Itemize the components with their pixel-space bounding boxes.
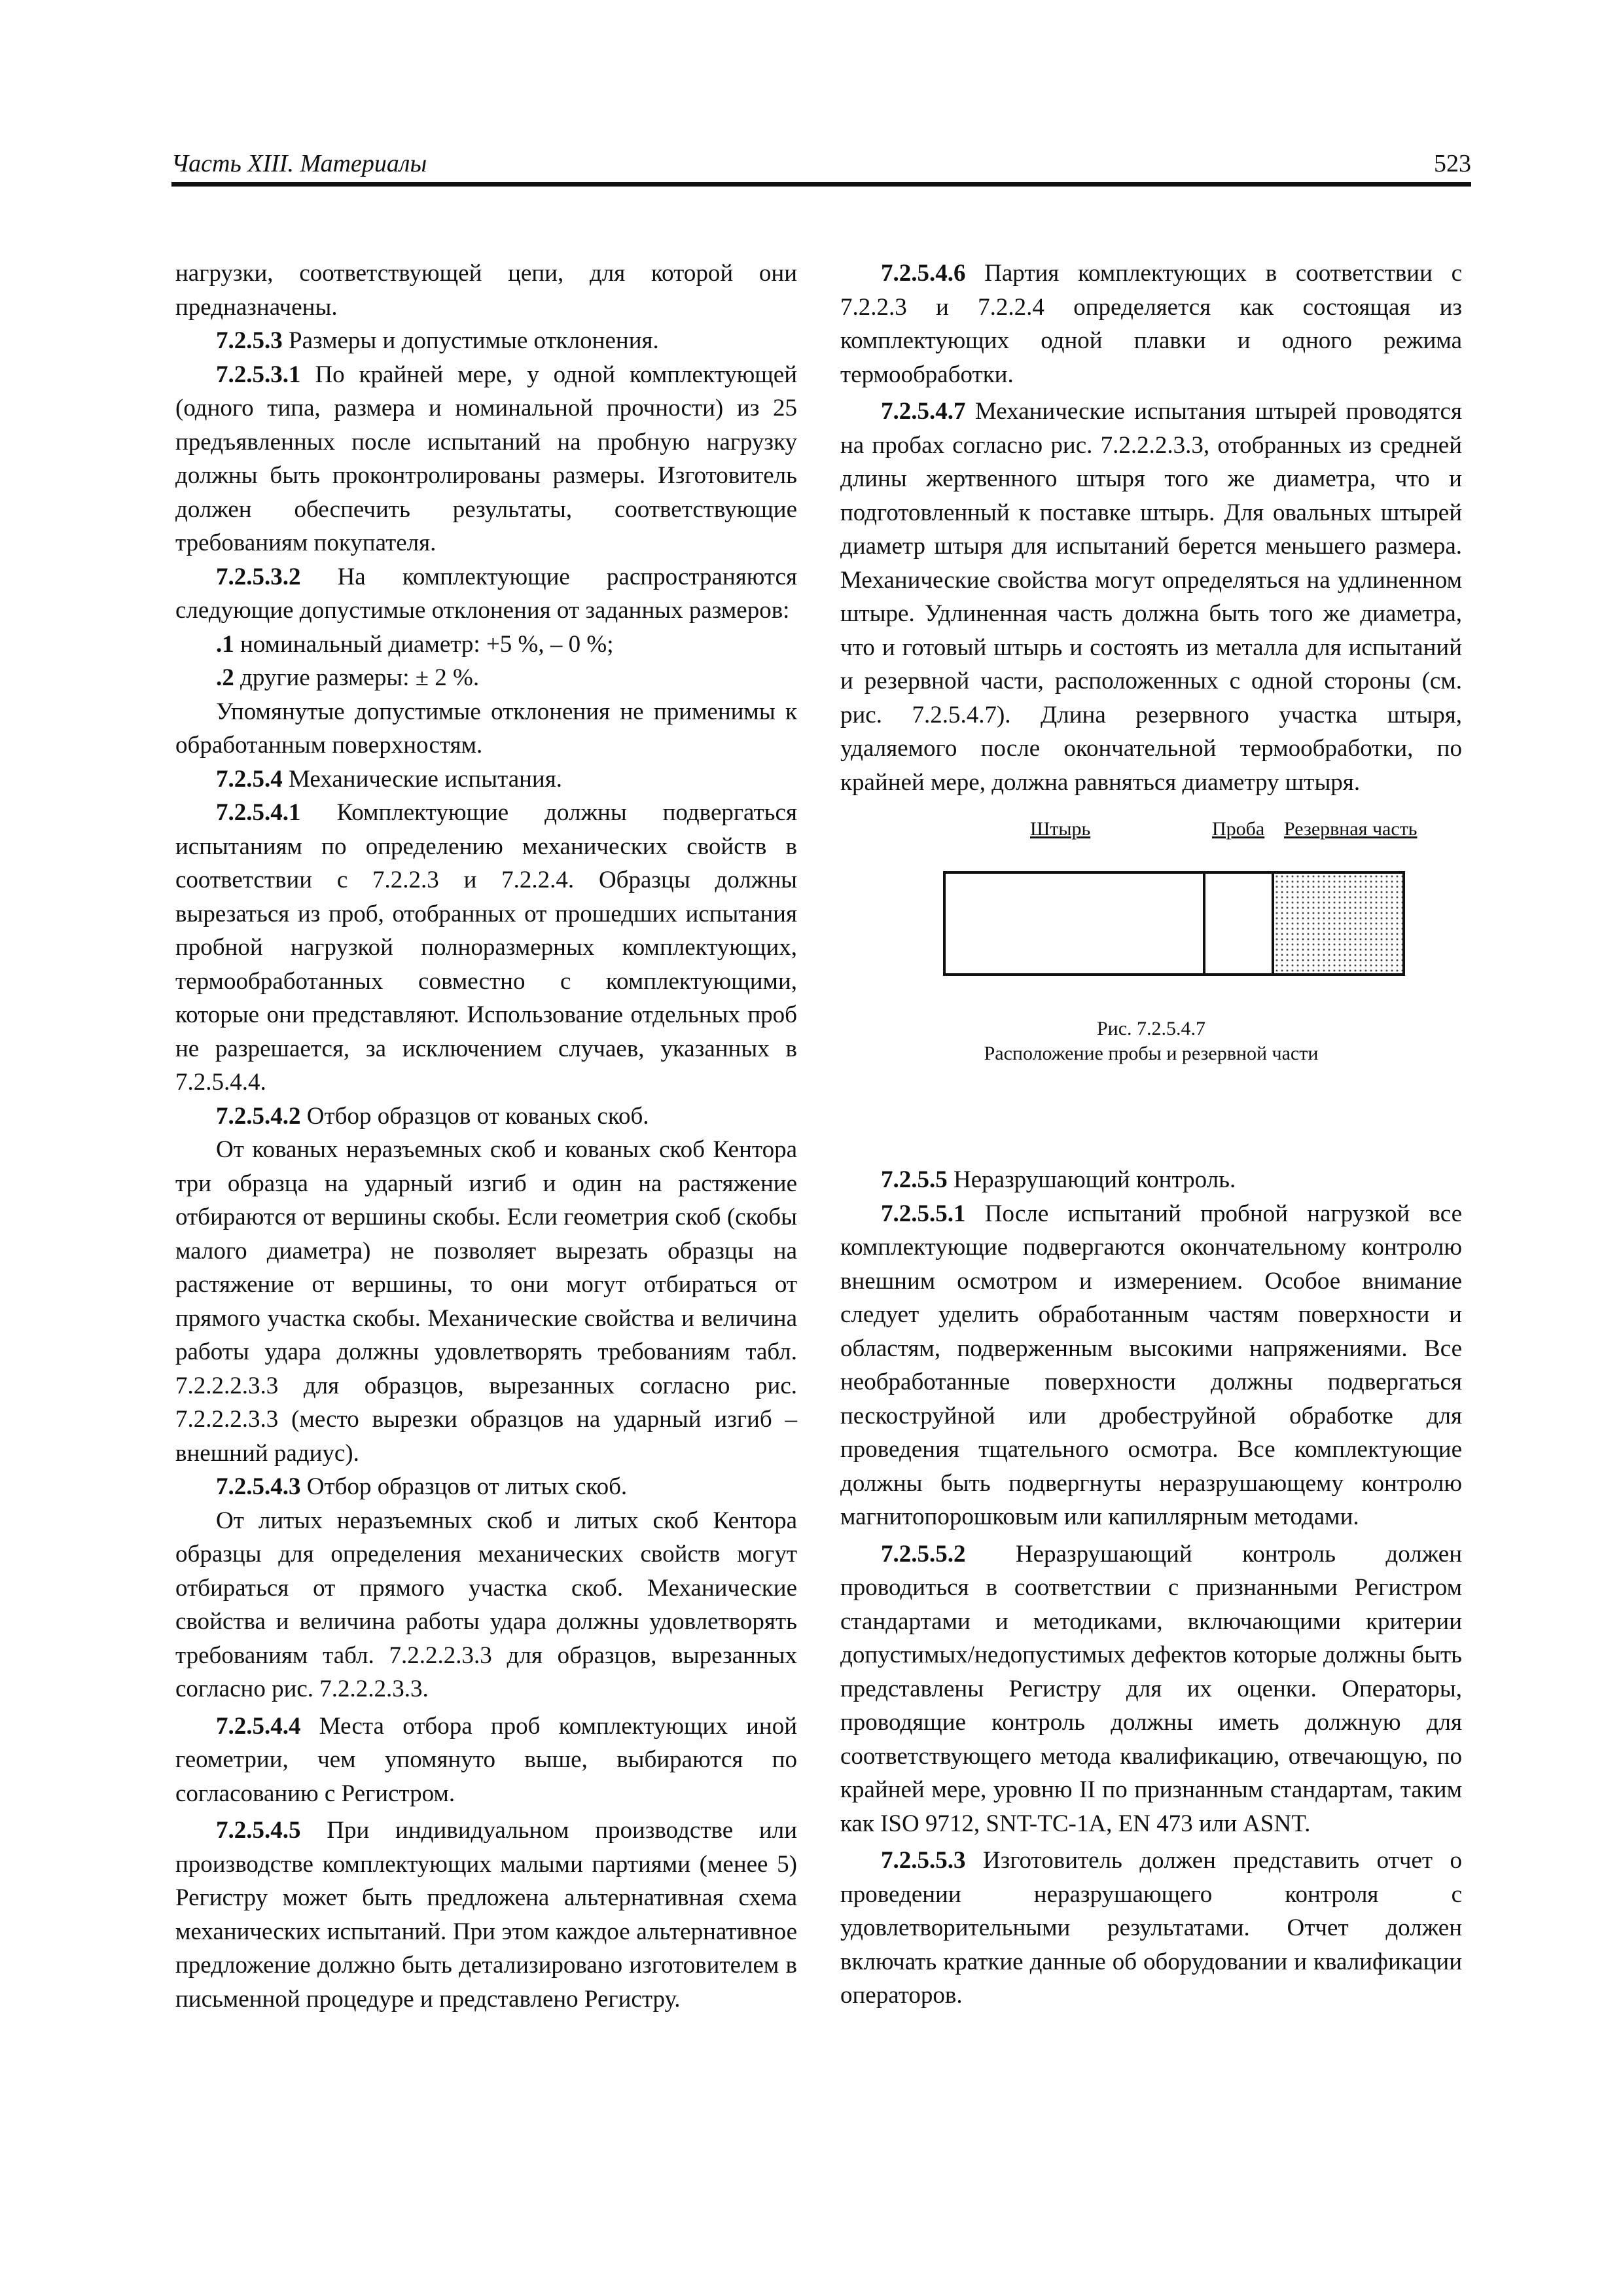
section-heading: 7.2.5.4.2 Отбор образцов от кованых скоб. [216,1102,649,1130]
paragraph: 7.2.5.5.1 После испытаний пробной нагрузкой все комплектующие подвергаются окончательному контролю внешним осмотром и измерением. Особое внимание следует уделить обработанным частям поверхности и областям, подверженным высокими напряжениями. Все необработанные поверхности должны подвергаться пескоструйной или дробеструйной обработке для проведения тщательного осмотра. Все комплектующие должны быть подвергнуты неразрушающему контролю магнитопорошковым или капиллярным методами. [840,1200,1462,1530]
section-heading: 7.2.5.4 Механические испытания. [216,765,563,793]
paragraph: нагрузки, соответствующей цепи, для которой они предназначены. [175,260,797,321]
paragraph: 7.2.5.4.1 Комплектующие должны подвергаться испытаниям по определению механических свойств в соответствии с 7.2.2.3 и 7.2.2.4. Образцы должны вырезаться из проб, отобранных от прошедших испытания пробной нагрузкой полноразмерных комплектующих, термообработанных совместно с комплектующими, которые они представляют. Использование отдельных проб не разрешается, за исключением случаев, указанных в 7.2.5.4.4. [175,799,797,1096]
list-item: .1 номинальный диаметр: +5 %, – 0 %; [216,630,614,658]
paragraph: 7.2.5.4.4 Места отбора проб комплектующих иной геометрии, чем упомянуто выше, выбираются по согласованию с Регистром. [175,1712,797,1807]
paragraph: 7.2.5.5.2 Неразрушающий контроль должен проводиться в соответствии с признанными Регистром стандартами и методиками, включающими критерии допустимых/недопустимых дефектов которые должны быть представлены Регистру для их оценки. Операторы, проводящие контроль должны иметь должную для соответствующего метода квалификацию, отвечающую, по крайней мере, уровню II по признанным стандартам, таким как ISO 9712, SNT-TC-1A, EN 473 или ASNT. [840,1540,1462,1837]
paragraph: 7.2.5.4.5 При индивидуальном производстве или производстве комплектующих малыми партиями (менее 5) Регистру может быть предложена альтернативная схема механических испытаний. При этом каждое альтернативное предложение должно быть детализировано изготовителем в письменной процедуре и представлено Регистру. [175,1817,797,2013]
left-column [175,257,797,2016]
list-item: .2 другие размеры: ± 2 %. [216,664,480,691]
figure-label-reserve: Резервная часть [1284,818,1418,840]
paragraph: 7.2.5.4.6 Партия комплектующих в соответствии с 7.2.2.3 и 7.2.2.4 определяется как состоящая из комплектующих одной плавки и одного режима термообработки. [840,260,1462,388]
figure-reserve-hatching [1274,874,1402,973]
paragraph: Упомянутые допустимые отклонения не применимы к обработанным поверхностям. [175,698,797,759]
figure-label-rod: Штырь [1030,818,1091,840]
page-number: 523 [1434,150,1471,177]
section-heading: 7.2.5.3 Размеры и допустимые отклонения. [216,327,659,354]
paragraph: 7.2.5.4.7 Механические испытания штырей проводятся на пробах согласно рис. 7.2.2.2.3.3, отобранных из средней длины жертвенного штыря того же диаметра, что и подготовленный к поставке штырь. Для овальных штырей диаметр штыря для испытаний берется меньшего размера. Механические свойства могут определяться на удлиненном штыре. Удлиненная часть должна быть того же диаметра, что и готовый штырь и состоять из металла для испытаний и резервной части, расположенных с одной стороны (см. рис. 7.2.5.4.7). Длина резервного участка штыря, удаляемого после окончательной термообработки, по крайней мере, должна равняться диаметру штыря. [840,398,1462,796]
figure-sample-boundary [1203,874,1205,973]
figure-label-sample: Проба [1212,818,1265,840]
paragraph: 7.2.5.5.3 Изготовитель должен представить отчет о проведении неразрушающего контроля с удовлетворительными результатами. Отчет должен включать краткие данные об оборудовании и квалификации операторов. [840,1847,1462,2009]
running-title: Часть XIII. Материалы [171,150,427,177]
page-header [171,145,1471,187]
section-heading: 7.2.5.4.3 Отбор образцов от литых скоб. [216,1473,628,1500]
figure-caption-title: Расположение пробы и резервной части [984,1043,1319,1064]
paragraph: От литых неразъемных скоб и литых скоб Кентора образцы для определения механических свойств могут отбираться от прямого участка скоб. Механические свойства и величина работы удара должны удовлетворять требованиям табл. 7.2.2.2.3.3 для образцов, вырезанных согласно рис. 7.2.2.2.3.3. [175,1507,797,1702]
figure-rod-diagram [943,871,1405,976]
paragraph: От кованых неразъемных скоб и кованых скоб Кентора три образца на ударный изгиб и один на растяжение отбираются от вершины скобы. Если геометрия скоб (скобы малого диаметра) не позволяет вырезать образцы на растяжение от вершины, то они могут отбираться от прямого участка скобы. Механические свойства и величина работы удара должны удовлетворять требованиям табл. 7.2.2.2.3.3 для образцов, вырезанных согласно рис. 7.2.2.2.3.3 (место вырезки образцов на ударный изгиб – внешний радиус). [175,1136,797,1467]
right-column [840,257,1462,2013]
figure-caption-number: Рис. 7.2.5.4.7 [1096,1018,1206,1039]
figure-sample-layout [840,812,1462,1163]
section-heading: 7.2.5.5 Неразрушающий контроль. [881,1166,1236,1193]
paragraph: 7.2.5.3.2 На комплектующие распространяются следующие допустимые отклонения от заданных размеров: [175,563,797,624]
paragraph: 7.2.5.3.1 По крайней мере, у одной комплектующей (одного типа, размера и номинальной прочности) из 25 предъявленных после испытаний на пробную нагрузку должны быть проконтролированы размеры. Изготовитель должен обеспечить результаты, соответствующие требованиям покупателя. [175,361,797,556]
